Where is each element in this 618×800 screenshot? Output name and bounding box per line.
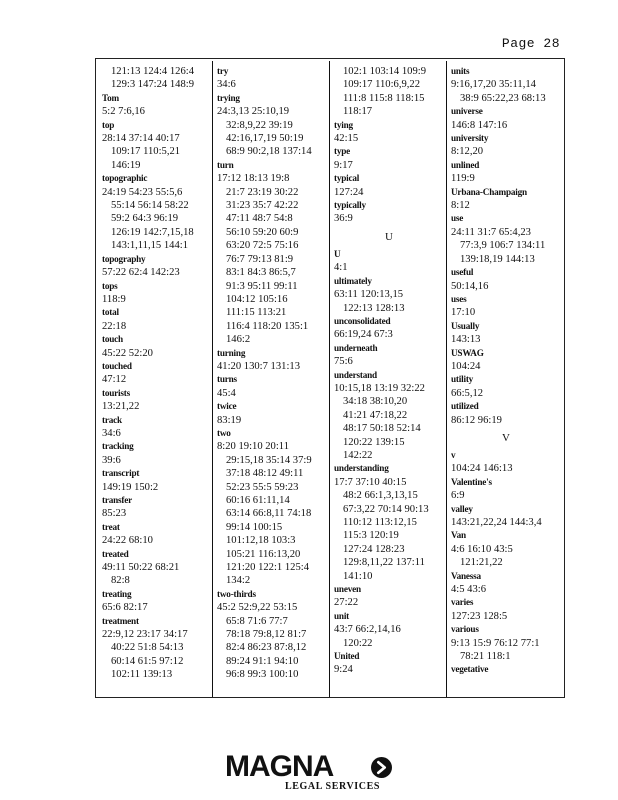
index-term: unlined <box>451 159 480 170</box>
index-term: touched <box>102 360 132 371</box>
page-line-ref: 45:2 52:9,22 53:15 <box>217 602 298 614</box>
index-term: Vanessa <box>451 570 481 581</box>
page-line-ref: 65:8 71:6 77:7 <box>226 615 288 627</box>
page-line-ref: 9:17 <box>334 159 353 171</box>
page-line-ref: 67:3,22 70:14 90:13 <box>343 503 429 515</box>
page-line-ref: 42:15 <box>334 133 359 145</box>
index-term: U <box>334 248 341 259</box>
index-entry <box>102 440 210 467</box>
page-line-ref: 40:22 51:8 54:13 <box>111 642 184 654</box>
index-term: Usually <box>451 320 480 331</box>
page-line-ref: 111:8 115:8 118:15 <box>343 92 425 104</box>
index-entry <box>102 333 210 360</box>
index-column-4 <box>451 65 561 693</box>
index-term: try <box>217 66 229 76</box>
page-line-ref: 8:20 19:10 20:11 <box>217 441 289 453</box>
index-entry <box>451 132 561 159</box>
page-line-ref: 47:12 <box>102 374 127 386</box>
page-line-ref: 121:21,22 <box>460 557 503 569</box>
page-line-ref: 129:3 147:24 148:9 <box>111 79 194 91</box>
index-entry <box>334 342 444 369</box>
index-entry <box>451 623 561 663</box>
index-term: tourists <box>102 387 131 398</box>
page-line-ref: 104:24 146:13 <box>451 463 513 475</box>
magna-logo <box>225 752 395 794</box>
index-term: turn <box>217 159 234 170</box>
page-line-ref: 5:2 7:6,16 <box>102 106 145 118</box>
page-line-ref: 82:4 86:23 87:8,12 <box>226 642 307 654</box>
index-entry <box>102 92 210 119</box>
page-line-ref: 42:16,17,19 50:19 <box>226 133 304 145</box>
index-entry <box>451 373 561 400</box>
column-divider <box>212 61 213 697</box>
page-line-ref: 66:19,24 67:3 <box>334 329 393 341</box>
page-line-ref: 31:23 35:7 42:22 <box>226 200 299 212</box>
arrow-circle-icon <box>371 757 392 778</box>
page-line-ref: 9:16,17,20 35:11,14 <box>451 79 536 91</box>
index-term: USWAG <box>451 347 484 358</box>
page-line-ref: 34:18 38:10,20 <box>343 396 408 408</box>
page-line-ref: 149:19 150:2 <box>102 481 159 493</box>
page-line-ref: 48:17 50:18 52:14 <box>343 423 421 435</box>
page-line-ref: 118:9 <box>102 293 126 305</box>
index-entry <box>334 369 444 463</box>
index-entry <box>334 145 444 172</box>
page-line-ref: 48:2 66:1,3,13,15 <box>343 490 418 502</box>
index-entry <box>217 159 327 347</box>
index-term: utilized <box>451 401 479 412</box>
page-line-ref: 63:14 66:8,11 74:18 <box>226 508 312 520</box>
page-line-ref: 99:14 100:15 <box>226 521 283 533</box>
index-term: two <box>217 427 231 438</box>
page-line-ref: 43:7 66:2,14,16 <box>334 624 401 636</box>
page-line-ref: 142:22 <box>343 449 373 461</box>
index-term: track <box>102 414 122 425</box>
page-line-ref: 47:11 48:7 54:8 <box>226 213 293 225</box>
page-line-ref: 17:10 <box>451 307 476 319</box>
index-term: v <box>451 449 456 460</box>
index-entry <box>102 414 210 441</box>
logo-subtitle: LEGAL SERVICES <box>285 781 381 792</box>
page-line-ref: 63:20 72:5 75:16 <box>226 240 299 252</box>
page-line-ref: 59:2 64:3 96:19 <box>111 213 179 225</box>
page-line-ref: 85:23 <box>102 508 127 520</box>
page-line-ref: 38:9 65:22,23 68:13 <box>460 92 546 104</box>
index-term: vegetative <box>451 664 489 675</box>
page-line-ref: 49:11 50:22 68:21 <box>102 562 180 574</box>
page-line-ref: 24:3,13 25:10,19 <box>217 106 290 118</box>
index-term: uses <box>451 293 467 304</box>
index-entry <box>451 186 561 213</box>
page-line-ref: 4:5 43:6 <box>451 584 487 596</box>
page-line-ref: 6:9 <box>451 490 465 502</box>
index-term: utility <box>451 374 474 385</box>
page-line-ref: 120:22 <box>343 637 373 649</box>
index-term: Van <box>451 530 466 541</box>
index-entry <box>217 65 327 92</box>
column-divider <box>446 61 447 697</box>
index-entry <box>451 663 561 676</box>
index-term: varies <box>451 597 474 608</box>
index-term: treating <box>102 588 132 599</box>
page-line-ref: 68:9 90:2,18 137:14 <box>226 146 312 158</box>
page-line-ref: 89:24 91:1 94:10 <box>226 655 299 667</box>
page-line-ref: 129:8,11,22 137:11 <box>343 557 425 569</box>
page-line-ref: 45:4 <box>217 387 236 399</box>
index-entry <box>334 610 444 650</box>
page-line-ref: 127:24 128:23 <box>343 543 405 555</box>
index-entry <box>102 521 210 548</box>
page-line-ref: 146:19 <box>111 159 141 171</box>
page-line-ref: 66:5,12 <box>451 387 484 399</box>
page-line-ref: 86:12 96:19 <box>451 414 502 426</box>
page-line-ref: 141:10 <box>343 570 373 582</box>
page-line-ref: 56:10 59:20 60:9 <box>226 226 299 238</box>
page-line-ref: 101:12,18 103:3 <box>226 535 296 547</box>
index-entry <box>102 588 210 615</box>
page-line-ref: 104:24 <box>451 360 481 372</box>
index-term: various <box>451 624 479 635</box>
page-number: Page 28 <box>501 36 560 51</box>
page-line-ref: 24:19 54:23 55:5,6 <box>102 186 183 198</box>
continued-refs <box>102 65 210 92</box>
index-column-3 <box>334 65 444 693</box>
page-line-ref: 22:9,12 23:17 34:17 <box>102 629 188 641</box>
page-line-ref: 118:17 <box>343 106 373 118</box>
page-line-ref: 83:19 <box>217 414 242 426</box>
index-term: unconsolidated <box>334 315 391 326</box>
letter-section-heading: V <box>502 431 510 444</box>
page-line-ref: 143:13 <box>451 334 481 346</box>
page-line-ref: 143:21,22,24 144:3,4 <box>451 517 542 528</box>
page-line-ref: 105:21 116:13,20 <box>226 548 301 560</box>
index-term: typical <box>334 173 360 184</box>
index-entry <box>451 476 561 503</box>
index-term: tracking <box>102 441 134 452</box>
page-line-ref: 45:22 52:20 <box>102 347 153 359</box>
page-line-ref: 36:9 <box>334 213 353 225</box>
index-term: unit <box>334 610 350 621</box>
index-entry <box>451 320 561 347</box>
index-term: Tom <box>102 92 119 103</box>
index-entry <box>102 172 210 252</box>
index-entry <box>451 449 561 476</box>
index-entry <box>334 119 444 146</box>
index-term: transfer <box>102 495 133 505</box>
page-line-ref: 17:12 18:13 19:8 <box>217 173 290 185</box>
index-term: understanding <box>334 463 389 474</box>
page-line-ref: 27:22 <box>334 597 359 609</box>
page-line-ref: 83:1 84:3 86:5,7 <box>226 267 296 279</box>
index-entry <box>451 347 561 374</box>
page-line-ref: 102:1 103:14 109:9 <box>343 66 426 77</box>
index-term: top <box>102 119 115 130</box>
column-divider <box>329 61 330 697</box>
index-entry <box>334 248 444 275</box>
index-term: topographic <box>102 173 148 184</box>
page-line-ref: 8:12 <box>451 200 470 212</box>
index-term: underneath <box>334 342 378 353</box>
index-entry <box>334 315 444 342</box>
page-line-ref: 4:6 16:10 43:5 <box>451 543 513 555</box>
page-line-ref: 41:21 47:18,22 <box>343 409 408 421</box>
index-term: units <box>451 66 470 76</box>
page-line-ref: 24:22 68:10 <box>102 535 153 547</box>
index-term: tying <box>334 119 353 130</box>
page-line-ref: 139:18,19 144:13 <box>460 253 535 265</box>
index-term: typically <box>334 200 366 211</box>
page-line-ref: 55:14 56:14 58:22 <box>111 200 189 212</box>
index-entry <box>334 583 444 610</box>
index-term: touch <box>102 334 123 345</box>
page-line-ref: 63:11 120:13,15 <box>334 289 404 301</box>
index-term: twice <box>217 401 237 412</box>
letter-section-heading: U <box>385 230 393 243</box>
page-line-ref: 34:6 <box>217 79 236 91</box>
page-line-ref: 126:19 142:7,15,18 <box>111 226 194 238</box>
page-line-ref: 109:17 110:5,21 <box>111 146 181 158</box>
page-line-ref: 60:16 61:11,14 <box>226 495 290 506</box>
index-entry <box>451 529 561 569</box>
index-term: treatment <box>102 615 139 626</box>
page-line-ref: 96:8 99:3 100:10 <box>226 669 299 681</box>
index-entry <box>102 548 210 588</box>
page-line-ref: 115:3 120:19 <box>343 530 399 542</box>
index-entry <box>451 65 561 105</box>
page-line-ref: 4:1 <box>334 262 348 274</box>
index-term: university <box>451 133 489 144</box>
index-term: treated <box>102 548 129 559</box>
index-entry <box>102 494 210 521</box>
index-term: useful <box>451 267 474 278</box>
index-entry <box>334 462 444 583</box>
index-entry <box>102 253 210 280</box>
index-entry <box>217 347 327 374</box>
index-entry <box>334 199 444 226</box>
page-line-ref: 37:18 48:12 49:11 <box>226 468 304 480</box>
page-line-ref: 29:15,18 35:14 37:9 <box>226 454 312 466</box>
index-entry <box>451 503 561 530</box>
page-line-ref: 9:24 <box>334 664 353 676</box>
page-line-ref: 50:14,16 <box>451 280 489 292</box>
index-entry <box>102 467 210 494</box>
page-line-ref: 17:7 37:10 40:15 <box>334 476 407 488</box>
page-line-ref: 91:3 95:11 99:11 <box>226 280 298 292</box>
index-term: type <box>334 146 351 157</box>
page-line-ref: 65:6 82:17 <box>102 602 148 614</box>
page-line-ref: 39:6 <box>102 454 121 466</box>
index-column-2 <box>217 65 327 693</box>
index-term: universe <box>451 106 483 117</box>
page-line-ref: 127:24 <box>334 186 364 198</box>
page-line-ref: 122:13 128:13 <box>343 302 405 314</box>
page-line-ref: 143:1,11,15 144:1 <box>111 240 189 252</box>
page-line-ref: 146:2 <box>226 334 251 346</box>
index-term: uneven <box>334 584 361 595</box>
index-term: United <box>334 651 360 662</box>
page-line-ref: 110:12 113:12,15 <box>343 517 417 528</box>
index-entry <box>451 400 561 427</box>
index-entry <box>334 275 444 315</box>
page-line-ref: 134:2 <box>226 575 251 587</box>
page-line-ref: 75:6 <box>334 356 353 368</box>
index-entry <box>102 119 210 173</box>
page-line-ref: 10:15,18 13:19 32:22 <box>334 382 425 394</box>
index-entry <box>217 373 327 400</box>
page-line-ref: 24:11 31:7 65:4,23 <box>451 226 531 238</box>
page-line-ref: 146:8 147:16 <box>451 119 508 131</box>
page-line-ref: 116:4 118:20 135:1 <box>226 320 309 332</box>
index-entry <box>217 400 327 427</box>
index-entry <box>102 306 210 333</box>
index-term: turning <box>217 347 246 358</box>
index-term: use <box>451 213 464 224</box>
index-term: valley <box>451 503 473 514</box>
index-entry <box>451 266 561 293</box>
page-line-ref: 119:9 <box>451 173 475 185</box>
index-term: transcript <box>102 468 140 479</box>
page-line-ref: 28:14 37:14 40:17 <box>102 133 180 145</box>
index-term: trying <box>217 92 240 103</box>
index-entry <box>334 650 444 677</box>
page-line-ref: 21:7 23:19 30:22 <box>226 186 299 198</box>
page-line-ref: 78:21 118:1 <box>460 651 511 663</box>
index-term: Valentine's <box>451 476 492 487</box>
index-term: ultimately <box>334 275 372 286</box>
index-entry <box>451 570 561 597</box>
index-term: treat <box>102 521 120 532</box>
page-line-ref: 121:20 122:1 125:4 <box>226 562 309 574</box>
index-term: two-thirds <box>217 588 256 599</box>
page-line-ref: 127:23 128:5 <box>451 610 508 622</box>
page-line-ref: 120:22 139:15 <box>343 436 405 448</box>
index-entry <box>451 212 561 266</box>
index-frame <box>95 58 565 698</box>
index-entry <box>451 159 561 186</box>
index-term: turns <box>217 374 237 385</box>
index-term: understand <box>334 369 377 380</box>
page-line-ref: 8:12,20 <box>451 146 484 158</box>
index-entry <box>451 596 561 623</box>
page-line-ref: 109:17 110:6,9,22 <box>343 79 421 91</box>
page-line-ref: 60:14 61:5 97:12 <box>111 655 184 667</box>
page-line-ref: 77:3,9 106:7 134:11 <box>460 240 546 252</box>
index-entry <box>217 588 327 682</box>
index-term: total <box>102 307 119 318</box>
page-line-ref: 78:18 79:8,12 81:7 <box>226 629 307 641</box>
page-line-ref: 52:23 55:5 59:23 <box>226 481 299 493</box>
index-entry <box>451 293 561 320</box>
page-line-ref: 121:13 124:4 126:4 <box>111 66 194 77</box>
page-line-ref: 57:22 62:4 142:23 <box>102 267 180 279</box>
page-line-ref: 9:13 15:9 76:12 77:1 <box>451 637 540 649</box>
page-line-ref: 22:18 <box>102 320 127 332</box>
index-term: topography <box>102 253 146 264</box>
index-entry <box>451 105 561 132</box>
index-entry <box>217 92 327 159</box>
index-entry <box>217 427 327 588</box>
index-column-1 <box>102 65 210 693</box>
page-line-ref: 13:21,22 <box>102 401 140 413</box>
page-line-ref: 34:6 <box>102 427 121 439</box>
index-entry <box>334 172 444 199</box>
page-line-ref: 76:7 79:13 81:9 <box>226 253 294 265</box>
page-line-ref: 82:8 <box>111 575 130 587</box>
index-term: tops <box>102 280 118 291</box>
index-entry <box>102 280 210 307</box>
index-entry <box>102 387 210 414</box>
page-line-ref: 41:20 130:7 131:13 <box>217 360 300 372</box>
page-line-ref: 111:15 113:21 <box>226 307 287 319</box>
index-entry <box>102 360 210 387</box>
index-entry <box>102 615 210 682</box>
page-line-ref: 32:8,9,22 39:19 <box>226 119 293 131</box>
index-term: Urbana-Champaign <box>451 186 527 197</box>
continued-refs <box>334 65 444 119</box>
logo-wordmark: MAGNA <box>225 750 334 783</box>
page-line-ref: 102:11 139:13 <box>111 669 173 681</box>
page-line-ref: 104:12 105:16 <box>226 293 288 305</box>
